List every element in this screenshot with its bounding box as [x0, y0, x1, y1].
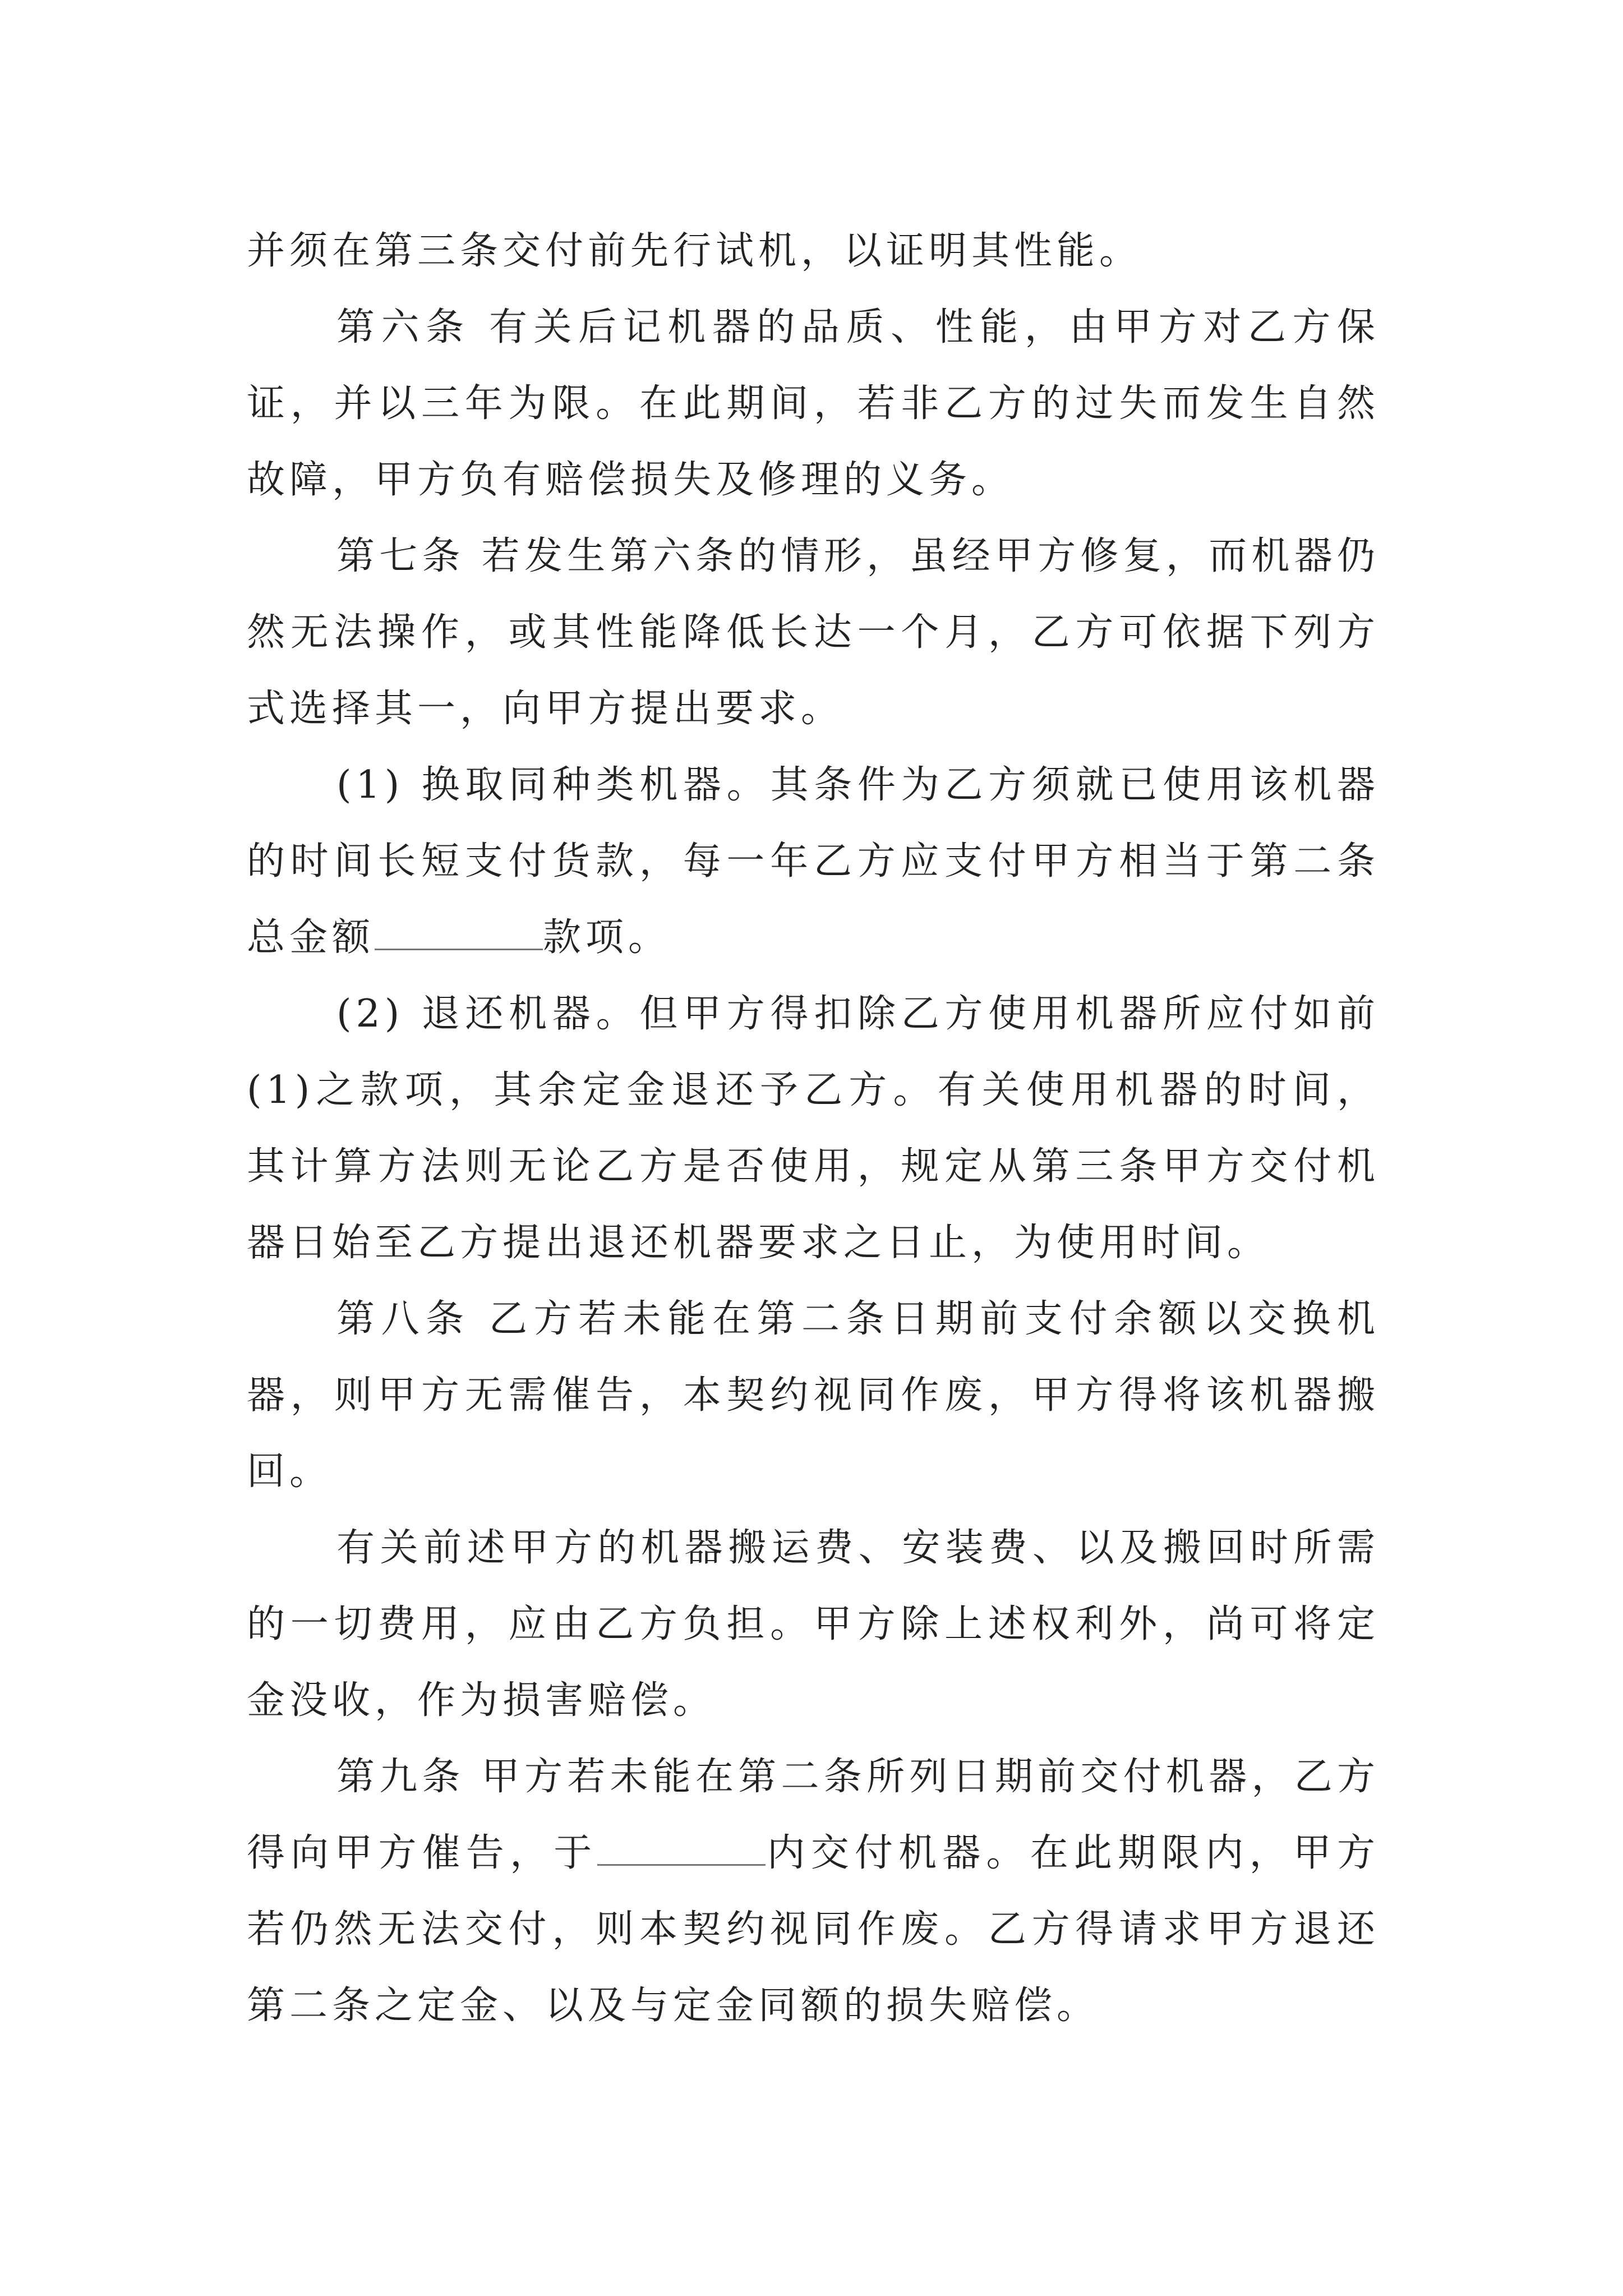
period-blank-line — [597, 1828, 766, 1866]
option-1-text-before: (1) 换取同种类机器。其条件为乙方须就已使用该机器的时间长短支付货款，每一年乙方应支付甲方相当于第二条总金额 — [247, 763, 1380, 960]
article-9-text-before: 第九条 甲方若未能在第二条所列日期前交付机器，乙方得向甲方催告，于 — [247, 1755, 1380, 1875]
article-9-text-after: 内交付机器。在此期限内，甲方若仍然无法交付，则本契约视同作废。乙方得请求甲方退还第二条之定金、以及与定金同额的损失赔偿。 — [247, 1831, 1380, 2028]
paragraph-costs: 有关前述甲方的机器搬运费、安装费、以及搬回时所需的一切费用，应由乙方负担。甲方除上述权利外，尚可将定金没收，作为损害赔偿。 — [247, 1526, 1380, 1723]
option-1-text-after: 款项。 — [543, 915, 671, 960]
paragraph-article-7: 第七条 若发生第六条的情形，虽经甲方修复，而机器仍然无法操作，或其性能降低长达一个月，乙方可依据下列方式选择其一，向甲方提出要求。 — [247, 534, 1380, 731]
paragraph-option-1 — [247, 747, 1380, 976]
paragraph-article-8: 第八条 乙方若未能在第二条日期前支付余额以交换机器，则甲方无需催告，本契约视同作废，甲方得将该机器搬回。 — [247, 1297, 1380, 1494]
paragraph-option-2: (2) 退还机器。但甲方得扣除乙方使用机器所应付如前(1)之款项，其余定金退还予乙方。有关使用机器的时间，其计算方法则无论乙方是否使用，规定从第三条甲方交付机器日始至乙方提出退还机器要求之日止，为使用时间。 — [247, 992, 1380, 1265]
document-body — [247, 213, 1380, 2044]
amount-blank-line — [375, 913, 543, 950]
paragraph-article-9 — [247, 1739, 1380, 2044]
paragraph-trial-run: 并须在第三条交付前先行试机，以证明其性能。 — [247, 229, 1142, 273]
paragraph-article-6: 第六条 有关后记机器的品质、性能，由甲方对乙方保证，并以三年为限。在此期间，若非乙方的过失而发生自然故障，甲方负有赔偿损失及修理的义务。 — [247, 305, 1380, 502]
